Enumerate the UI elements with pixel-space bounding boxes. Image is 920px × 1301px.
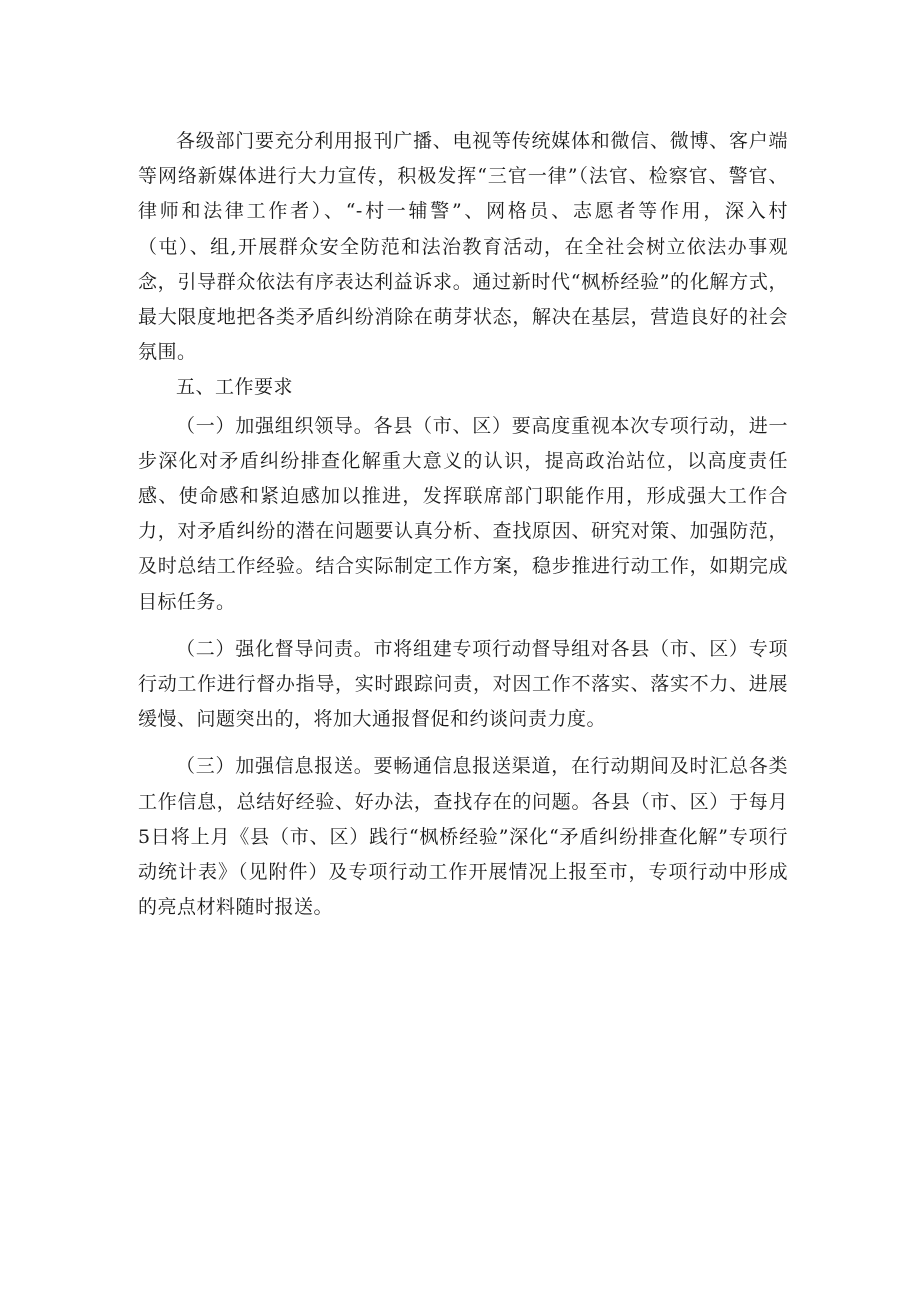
requirement-item-2: （二）强化督导问责。市将组建专项行动督导组对各县（市、区）专项行动工作进行督办指导，实时跟踪问责，对因工作不落实、落实不力、进展缓慢、问题突出的，将加大通报督促和约谈问责力度。 bbox=[138, 637, 788, 731]
requirement-item-1: （一）加强组织领导。各县（市、区）要高度重视本次专项行动，进一步深化对矛盾纠纷排查化解重大意义的认识，提高政治站位，以高度责任感、使命感和紧迫感加以推进，发挥联席部门职能作用，形成强大工作合力，对矛盾纠纷的潜在问题要认真分析、查找原因、研究对策、加强防范，及时总结工作经验。结合实际制定工作方案，稳步推进行动工作，如期完成目标任务。 bbox=[138, 414, 788, 613]
requirement-item-3: （三）加强信息报送。要畅通信息报送渠道，在行动期间及时汇总各类工作信息，总结好经验、好办法，查找存在的问题。各县（市、区）于每月5日将上月《县（市、区）践行“枫桥经验”深化“矛盾纠纷排查化解”专项行动统计表》（见附件）及专项行动工作开展情况上报至市，专项行动中形成的亮点材料随时报送。 bbox=[138, 755, 788, 919]
section-heading: 五、工作要求 bbox=[176, 376, 294, 399]
document-body bbox=[138, 124, 788, 925]
body-paragraph: 各级部门要充分利用报刊广播、电视等传统媒体和微信、微博、客户端等网络新媒体进行大力宣传，积极发挥“三官一律”（法官、检察官、警官、律师和法律工作者）、“-村一辅警”、网格员、志愿者等作用，深入村（屯）、组,开展群众安全防范和法治教育活动，在全社会树立依法办事观念，引导群众依法有序表达利益诉求。通过新时代“枫桥经验”的化解方式，最大限度地把各类矛盾纠纷消除在萌芽状态，解决在基层，营造良好的社会氛围。 bbox=[138, 130, 788, 364]
